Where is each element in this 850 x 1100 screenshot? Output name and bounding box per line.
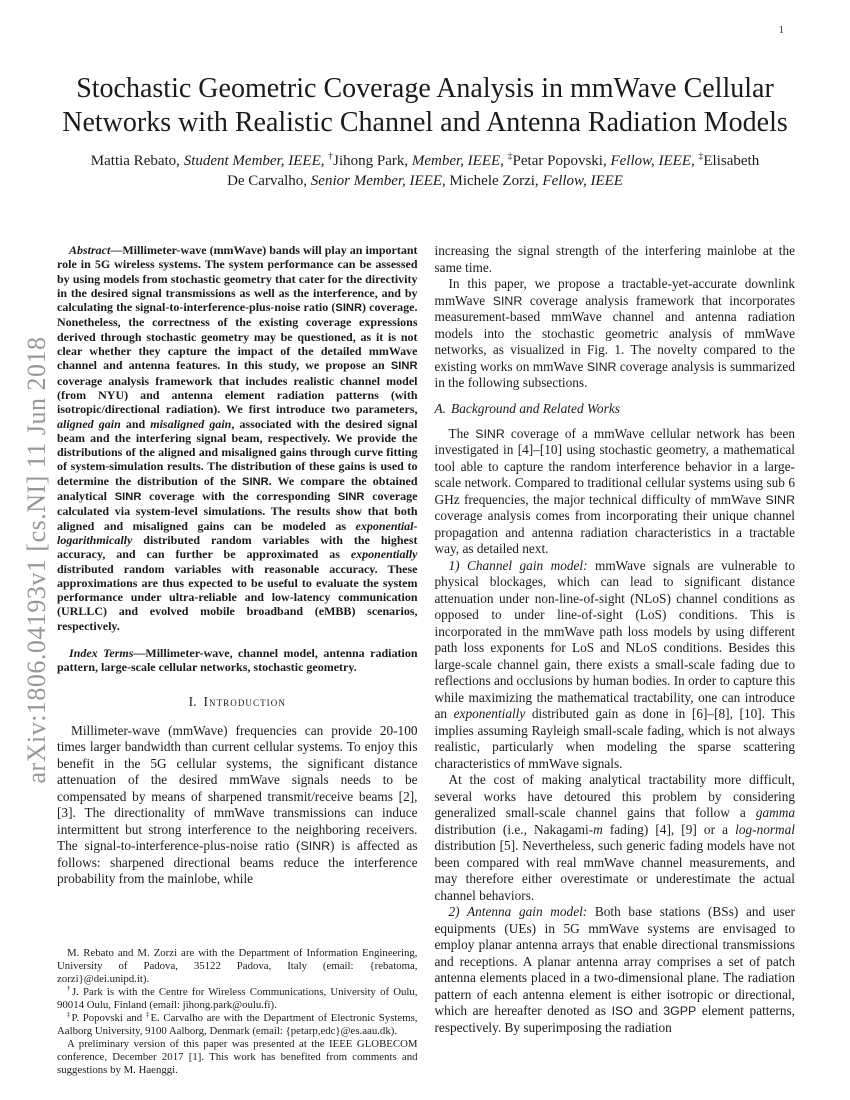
section-heading-introduction (57, 694, 418, 710)
left-column (57, 243, 418, 1077)
background-paragraph-1: The SINR coverage of a mmWave cellular network has been investigated in [4]–[10] using stochastic geometry, a mathematical tool able to capture the random interference behavior in a large-scale network. Compared to traditional cellular systems using sub 6 GHz frequencies, the major technical difficulty of mmWave SINR coverage analysis comes from incorporating their unique channel propagation and antenna radiation characteristics in a tractable way, as detailed next. (434, 425, 796, 556)
author-footnotes (57, 941, 418, 1077)
intro-paragraph-1-continued: increasing the signal strength of the interfering mainlobe at the same time. (434, 243, 795, 275)
author-line (0, 152, 850, 192)
antenna-gain-model-paragraph: 2) Antenna gain model: Both base stations (BSs) and user equipments (UEs) in 5G mmWave systems are envisaged to employ planar antenna arrays that enable directional transmissions and receptions. A planar antenna array comprises a set of patch antenna elements placed in a two-dimensional plane. The radiation pattern of each antenna element is either isotropic or directional, which are hereafter denoted as ISO and 3GPP element patterns, respectively. By superimposing the radiation (434, 904, 795, 1035)
footnote-affiliation-2: †J. Park is with the Centre for Wireless Communications, University of Oulu, 90014 Oulu, Finland (email: jihong.park@oulu.fi). (57, 984, 418, 1011)
section-title: Introduction (203, 693, 286, 709)
footnote-affiliation-1: M. Rebato and M. Zorzi are with the Department of Information Engineering, University of Padova, 35122 Padova, Italy (email: {rebatoma, zorzi}@dei.unipd.it). (57, 947, 418, 985)
section-number: I. (188, 693, 197, 709)
footnote-affiliation-3: ‡P. Popovski and ‡E. Carvalho are with the Department of Electronic Systems, Aalborg University, 9100 Aalborg, Denmark (email: {petarp,edc}@es.aau.dk). (57, 1010, 418, 1037)
paper-header (0, 0, 850, 192)
footnote-preliminary-version: A preliminary version of this paper was presented at the IEEE GLOBECOM conference, December 2017 [1]. This work has benefited from comments and suggestions by M. Haenggi. (57, 1038, 418, 1076)
index-terms-paragraph: Index Terms—Millimeter-wave, channel model, antenna radiation pattern, large-scale cellular networks, stochastic geometry. (57, 646, 418, 675)
paper-title (0, 72, 850, 139)
fading-models-paragraph: At the cost of making analytical tractability more difficult, several works have detoured this problem by considering generalized small-scale channel gains that follow a gamma distribution (i.e., Nakagami-m fading) [4], [9] or a log-normal distribution [5]. Nevertheless, such generic fading models have not been compared with real mmWave channel measurements, and may therefore either overestimate or underestimate the actual channel behaviors. (434, 772, 795, 903)
abstract-paragraph: Abstract—Millimeter-wave (mmWave) bands will play an important role in 5G wireless systems. The system performance can be assessed by using models from stochastic geometry that cater for the directivity in the desired signal transmissions as well as the interference, and by calculating the signal-to-interference-plus-noise ratio (SINR) coverage. Nonetheless, the correctness of the existing coverage expressions derived through stochastic geometry may be questioned, as it is not clear whether they capture the impact of the detailed mmWave channel and antenna features. In this study, we propose an SINR coverage analysis framework that includes realistic channel model (from NYU) and antenna element radiation patterns (with isotropic/directional radiation). We first introduce two parameters, aligned gain and misaligned gain, associated with the desired signal beam and the interfering signal beam, respectively. We provide the distributions of the aligned and misaligned gains through curve fitting of system-simulation results. The distribution of these gains is used to determine the distribution of the SINR. We compare the obtained analytical SINR coverage with the corresponding SINR coverage calculated via system-level simulations. The results show that both aligned and misaligned gains can be modeled as exponential-logarithmically distributed random variables with the highest accuracy, and can further be approximated as exponentially distributed random variables with reasonable accuracy. These approximations are thus expected to be useful to evaluate the system performance under ultra-reliable and low-latency communication (URLLC) and evolved mobile broadband (eMBB) scenarios, respectively. (57, 243, 418, 633)
channel-gain-model-paragraph: 1) Channel gain model: mmWave signals are vulnerable to physical blockages, which can lead to significant distance attenuation under non-line-of-sight (NLoS) channel conditions as opposed to under line-of-sight (LoS) conditions. This is incorporated in the mmWave path loss models by using different path loss exponents for LoS and NLoS conditions. Besides this large-scale channel gain, there exists a small-scale fading due to reflections and occlusions by human bodies. In order to capture this while maximizing the mathematical tractability, one can introduce an exponentially distributed gain as done in [6]–[8], [10]. This implies assuming Rayleigh small-scale fading, which is not always realistic, particularly when modeling the sparse scattering characteristics of mmWave signals. (434, 557, 795, 771)
subsection-label: A. (434, 400, 447, 416)
arxiv-watermark: arXiv:1806.04193v1 [cs.NI] 11 Jun 2018 (22, 336, 51, 784)
intro-paragraph-1: Millimeter-wave (mmWave) frequencies can provide 20-100 times larger bandwidth than current cellular systems. To enjoy this benefit in the 5G cellular systems, the significant distance attenuation of the desired mmWave signals needs to be compensated by means of sharpened transmit/receive beams [2], [3]. The directionality of mmWave transmissions can induce intermittent but strong interference to the neighboring receivers. The signal-to-interference-plus-noise ratio (SINR) is affected as follows: sharpened directional beams reduce the interference probability from the mainlobe, while (57, 722, 418, 887)
page-number: 1 (778, 24, 784, 36)
paper-title-line-2: Networks with Realistic Channel and Antenna Radiation Models (62, 106, 788, 138)
two-column-body (57, 243, 795, 1077)
subsection-heading-background (435, 401, 796, 417)
subsection-title: Background and Related Works (451, 400, 620, 416)
paper-title-line-1: Stochastic Geometric Coverage Analysis in mmWave Cellular (76, 73, 774, 104)
intro-paragraph-2: In this paper, we propose a tractable-yet-accurate downlink mmWave SINR coverage analysis framework that incorporates measurement-based mmWave channel and antenna radiation models into the stochastic geometric analysis of mmWave networks, as visualized in Fig. 1. The novelty compared to the existing works on mmWave SINR coverage analysis is summarized in the following subsections. (434, 276, 795, 390)
author-line-2: De Carvalho, Senior Member, IEEE, Michele Zorzi, Fellow, IEEE (227, 172, 623, 189)
right-column (435, 243, 796, 1077)
author-line-1: Mattia Rebato, Student Member, IEEE, †Jihong Park, Member, IEEE, ‡Petar Popovski, Fellow, IEEE, ‡Elisabeth (90, 151, 760, 170)
